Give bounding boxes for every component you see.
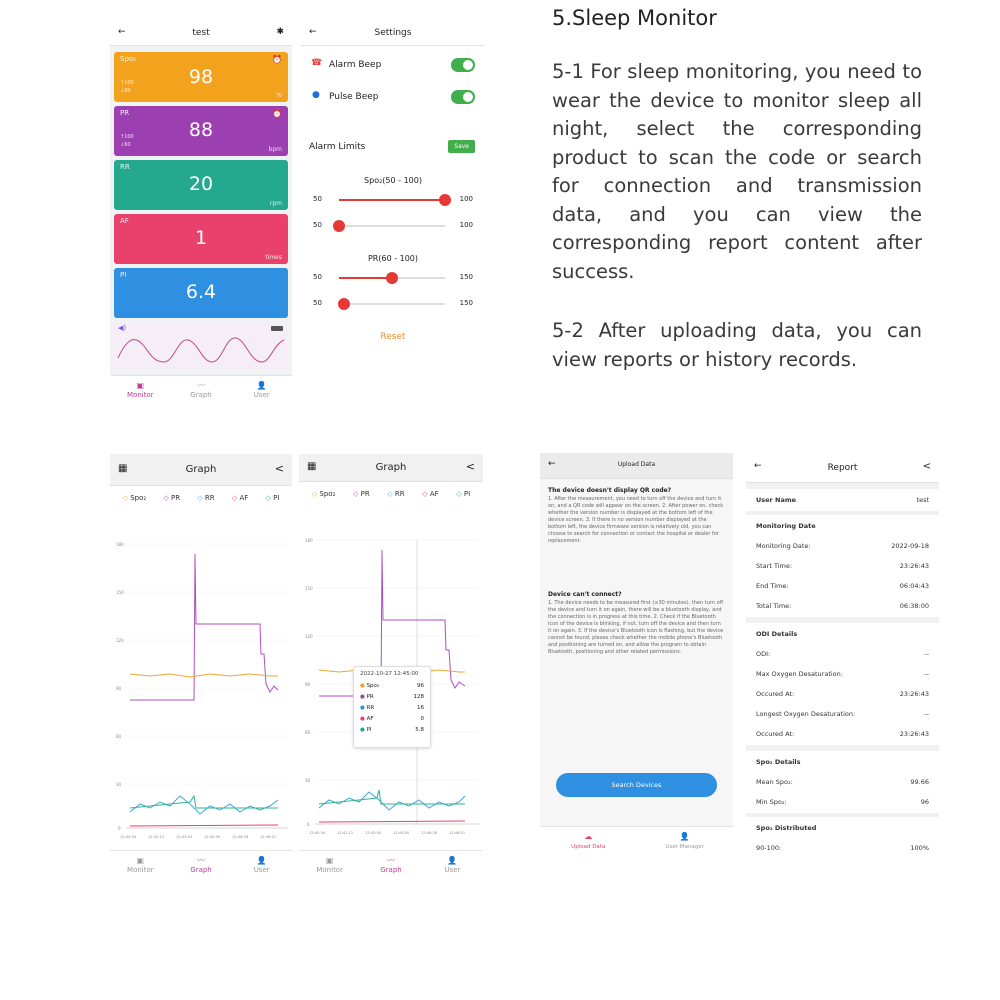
paragraph-5-2: 5-2 After uploading data, you can view reports or history records.: [552, 319, 922, 371]
monitoring-date-header: Monitoring Date: [746, 515, 939, 537]
card-label: PI: [120, 271, 127, 279]
series-af: [130, 825, 278, 826]
limit-low: ↓90: [120, 88, 131, 94]
report-row: Longest Oxygen Desaturation: --: [746, 703, 939, 725]
monitor-icon: ▣: [136, 856, 145, 865]
slider-max: 100: [459, 221, 473, 229]
pulse-beep-label: Pulse Beep: [329, 92, 379, 102]
graph-icon: 〰: [197, 381, 205, 390]
x-tick: 12:46:28: [421, 831, 438, 835]
back-icon[interactable]: ←: [548, 459, 556, 469]
graph-tabbar: [299, 850, 483, 882]
slider-min: 50: [313, 195, 322, 203]
limit-high: ↑100: [120, 80, 134, 86]
y-tick: 0: [118, 826, 121, 831]
tab-label: User: [253, 391, 270, 399]
user-icon: 👤: [256, 381, 267, 390]
paragraph-5-1: 5-1 For sleep monitoring, you need to wear the device to monitor sleep all night, select the corresponding product to scan the code or search for connection and transmission data, and you can view the corresponding report content after success.: [552, 60, 922, 283]
alarm-beep-toggle[interactable]: [451, 58, 475, 72]
x-tick: 12:43:50: [176, 835, 193, 839]
upload-screen: [540, 453, 733, 856]
y-tick: 90: [116, 686, 122, 691]
graph-icon: 〰: [197, 856, 205, 865]
x-tick: 12:43:50: [365, 831, 382, 835]
series-af: [319, 821, 465, 822]
alarm-limits-row: [301, 140, 485, 170]
series-pi: [319, 790, 465, 804]
monitor-screen: [110, 22, 292, 405]
report-row: Occured At: 23:26:43: [746, 723, 939, 745]
x-tick: 12:44:50: [204, 835, 221, 839]
tab-label: Monitor: [316, 866, 343, 874]
series-spo2: [130, 674, 278, 677]
settings-screen: [301, 22, 485, 405]
legend-af: ◇ AF: [231, 494, 249, 502]
card-label: AF: [120, 217, 129, 225]
y-tick: 60: [305, 730, 311, 735]
graph-chart-1: [110, 514, 292, 844]
x-tick: 12:46:28: [232, 835, 249, 839]
tab-graph[interactable]: [360, 851, 421, 882]
report-topbar: [746, 453, 939, 483]
slider-track: [339, 225, 445, 227]
legend-pr: ◇ PR: [352, 490, 370, 498]
tab-label: User: [444, 866, 461, 874]
user-name-row: [746, 489, 939, 511]
settings-topbar: [301, 22, 485, 46]
graph-topbar: [299, 454, 483, 482]
calendar-icon[interactable]: ▦: [118, 463, 128, 474]
cloud-upload-icon: ☁: [584, 832, 593, 841]
y-tick: 180: [116, 542, 124, 547]
share-icon[interactable]: <: [465, 460, 475, 473]
faq-answer-1: 1. After the measurement, you need to turn off the device and turn it on, and a QR code will appear on the screen. 2. After power on, check whether the version number is displayed at the bottom left of the device screen. 3. If there is no version number displayed at the bottom left, the device firmware version is relatively old, you can choose to search for connection or contact the hospital or dealer for replacement.: [548, 496, 724, 544]
slider-max: 150: [459, 299, 473, 307]
report-row: Max Oxygen Desaturation: --: [746, 663, 939, 685]
x-tick: 12:42:12: [337, 831, 354, 835]
faq-question-1: The device doesn't display QR code?: [548, 487, 672, 494]
section-title: 5.Sleep Monitor: [552, 6, 717, 30]
pulse-beep-row: [301, 90, 485, 120]
monitor-tabbar: [110, 375, 292, 405]
series-rr: [130, 796, 278, 814]
tab-monitor[interactable]: [299, 851, 360, 882]
y-tick: 120: [116, 638, 124, 643]
tab-label: Upload Data: [571, 844, 606, 850]
pulse-drop-icon: ●: [312, 90, 320, 100]
tooltip-row: ● Spo₂ 96: [360, 683, 424, 689]
y-tick: 90: [305, 682, 311, 687]
upload-tabbar: [540, 826, 733, 856]
card-value: 88: [188, 119, 214, 141]
report-row: Min Spo₂: 96: [746, 791, 939, 813]
upload-title: Upload Data: [617, 461, 656, 468]
spo2-details-header: Spo₂ Details: [746, 751, 939, 773]
tab-user-manager[interactable]: [637, 827, 734, 856]
report-row: Mean Spo₂: 99.66: [746, 771, 939, 793]
tab-upload-data[interactable]: [540, 827, 637, 856]
report-row: Start Time: 23:26:43: [746, 555, 939, 577]
card-spo2: [114, 52, 288, 102]
slider-min: 50: [313, 221, 322, 229]
graph-topbar: [110, 454, 292, 486]
user-icon: 👤: [256, 856, 267, 865]
card-value: 1: [194, 227, 208, 249]
user-name-key: User Name: [756, 496, 797, 504]
card-value: 20: [188, 173, 214, 195]
faq-answer-2: 1. The device needs to be measured first (≥30 minutes), then turn off the device and turn it on again, there will be a bluetooth display, and the connection is in progress at this time. 2. Check if the Bluetooth icon of the device is blinking, if not, turn off the device and then turn it on again. 3. If the device's Bluetooth icon is flashing, but the device cannot be found, please check whether the mobile phone's Bluetooth and positioning are turned on, and allow the program to obtain Bluetooth, positioning and other related permissions.: [548, 600, 724, 655]
faq-question-2: Device can't connect?: [548, 591, 622, 598]
card-label: Spo₂: [120, 55, 136, 63]
calendar-icon[interactable]: ▦: [307, 461, 317, 472]
reset-button[interactable]: Reset: [380, 332, 406, 342]
legend-af: ◇ AF: [422, 490, 439, 498]
y-tick: 150: [116, 590, 124, 595]
monitor-icon: ▣: [136, 381, 145, 390]
card-unit: %: [276, 92, 282, 99]
back-icon[interactable]: ←: [754, 461, 762, 471]
report-row: 90-100: 100%: [746, 837, 939, 856]
legend-spo2: ◇ Spo₂: [122, 494, 147, 502]
odi-details-header: ODI Details: [746, 623, 939, 645]
volume-icon[interactable]: ◀): [118, 324, 127, 332]
card-unit: bpm: [268, 146, 282, 153]
series-pi: [130, 796, 278, 808]
tab-label: Monitor: [127, 866, 154, 874]
limit-high: ↑100: [120, 134, 134, 140]
slider-fill: [339, 277, 392, 279]
search-devices-button[interactable]: Search Devices: [556, 773, 717, 797]
tab-label: User: [253, 866, 270, 874]
y-tick: 150: [305, 586, 313, 591]
spo2-high-slider[interactable]: [301, 192, 485, 208]
card-unit: rpm: [269, 200, 282, 207]
tab-label: Monitor: [127, 391, 154, 399]
tab-user[interactable]: [422, 851, 483, 882]
x-tick: 12:46:01: [260, 835, 277, 839]
graph-screen-1: [110, 454, 292, 882]
legend-spo2: ◇ Spo₂: [311, 490, 336, 498]
report-title: Report: [827, 463, 858, 473]
y-tick: 0: [307, 822, 310, 827]
x-tick: 12:44:50: [393, 831, 410, 835]
back-icon[interactable]: ←: [309, 27, 317, 37]
slider-knob[interactable]: [439, 194, 451, 206]
spo2-low-slider[interactable]: [301, 218, 485, 234]
tab-monitor[interactable]: [110, 851, 171, 882]
alarm-bell-icon: ☎: [311, 58, 323, 68]
tab-label: Graph: [380, 866, 402, 874]
y-tick: 60: [116, 734, 122, 739]
spo2-distributed-header: Spo₂ Distributed: [746, 817, 939, 839]
slider-min: 50: [313, 299, 322, 307]
tab-label: Graph: [190, 391, 212, 399]
card-pr: [114, 106, 288, 156]
tab-user[interactable]: [231, 851, 292, 882]
monitor-icon: ▣: [325, 856, 334, 865]
report-row: Occured At: 23:26:43: [746, 683, 939, 705]
report-screen: [746, 453, 939, 856]
slider-track: [339, 303, 445, 305]
pr-high-slider[interactable]: [301, 270, 485, 286]
slider-max: 150: [459, 273, 473, 281]
legend-pr: ◇ PR: [163, 494, 181, 502]
monitor-topbar: [110, 22, 292, 46]
x-tick: 12:46:01: [449, 831, 466, 835]
spo2-range-label: Spo₂(50 - 100): [364, 176, 422, 185]
graph-tabbar: [110, 850, 292, 882]
slider-knob[interactable]: [386, 272, 398, 284]
slider-max: 100: [459, 195, 473, 203]
slider-knob[interactable]: [338, 298, 350, 310]
alarm-clock-icon[interactable]: ⏰: [272, 109, 282, 118]
report-row: End Time: 06:04:43: [746, 575, 939, 597]
pleth-waveform: [114, 322, 288, 370]
share-icon[interactable]: <: [922, 461, 931, 472]
alarm-limits-label: Alarm Limits: [309, 142, 366, 152]
limit-low: ↓60: [120, 142, 131, 148]
tooltip-row: ● RR 16: [360, 705, 424, 711]
tab-user[interactable]: [231, 376, 292, 405]
tooltip-time: 2022-10-27 12:45:00: [360, 671, 419, 677]
share-icon[interactable]: <: [274, 462, 284, 475]
slider-min: 50: [313, 273, 322, 281]
legend-rr: ◇ RR: [197, 494, 215, 502]
pr-range-label: PR(60 - 100): [367, 254, 419, 263]
tab-graph[interactable]: [171, 376, 232, 405]
x-tick: 12:42:12: [148, 835, 165, 839]
alarm-beep-label: Alarm Beep: [329, 60, 382, 70]
series-rr: [319, 792, 465, 810]
settings-title: Settings: [374, 28, 412, 38]
y-tick: 30: [116, 782, 122, 787]
report-row: Total Time: 06:38:00: [746, 595, 939, 617]
bluetooth-icon[interactable]: ✱: [276, 27, 284, 37]
save-button[interactable]: Save: [448, 140, 475, 153]
pulse-beep-toggle[interactable]: [451, 90, 475, 104]
card-af: [114, 214, 288, 264]
y-tick: 30: [305, 778, 311, 783]
series-pr: [130, 554, 278, 700]
slider-fill: [339, 199, 445, 201]
graph-title: Graph: [375, 462, 407, 473]
tooltip-row: ● PI 5.8: [360, 727, 424, 733]
user-icon: 👤: [679, 832, 690, 841]
y-tick: 180: [305, 538, 313, 543]
tooltip-row: ● PR 128: [360, 694, 424, 700]
monitor-title: test: [192, 28, 210, 38]
card-value: 98: [188, 66, 214, 88]
card-label: PR: [120, 109, 130, 117]
tab-label: Graph: [190, 866, 212, 874]
tab-graph[interactable]: [171, 851, 232, 882]
x-tick: 12:40:34: [309, 831, 326, 835]
upload-topbar: [540, 453, 733, 479]
back-icon[interactable]: ←: [118, 27, 126, 37]
graph-icon: 〰: [386, 856, 395, 865]
pr-low-slider[interactable]: [301, 296, 485, 312]
card-value: 6.4: [185, 281, 217, 303]
tooltip-row: ● AF 0: [360, 716, 424, 722]
alarm-beep-row: [301, 58, 485, 88]
card-unit: times: [265, 254, 282, 261]
x-tick: 12:40:34: [120, 835, 137, 839]
graph-legend: [299, 490, 483, 498]
graph-legend: [110, 494, 292, 502]
slider-knob[interactable]: [333, 220, 345, 232]
card-label: RR: [120, 163, 130, 171]
graph-screen-2: [299, 454, 483, 882]
user-icon: 👤: [447, 856, 458, 865]
report-row: Monitoring Date: 2022-09-18: [746, 535, 939, 557]
tab-label: User Manager: [665, 844, 704, 850]
card-rr: [114, 160, 288, 210]
card-pi: [114, 268, 288, 318]
y-tick: 120: [305, 634, 313, 639]
alarm-clock-icon[interactable]: ⏰: [272, 55, 282, 64]
legend-pi: ◇ PI: [456, 490, 471, 498]
graph-title: Graph: [185, 464, 217, 475]
report-row: ODI: --: [746, 643, 939, 665]
user-name-value: test: [916, 496, 929, 504]
legend-pi: ◇ PI: [265, 494, 280, 502]
tab-monitor[interactable]: [110, 376, 171, 405]
pleth-waveform-panel: [114, 322, 288, 370]
graph-tooltip: [353, 666, 431, 748]
legend-rr: ◇ RR: [387, 490, 405, 498]
